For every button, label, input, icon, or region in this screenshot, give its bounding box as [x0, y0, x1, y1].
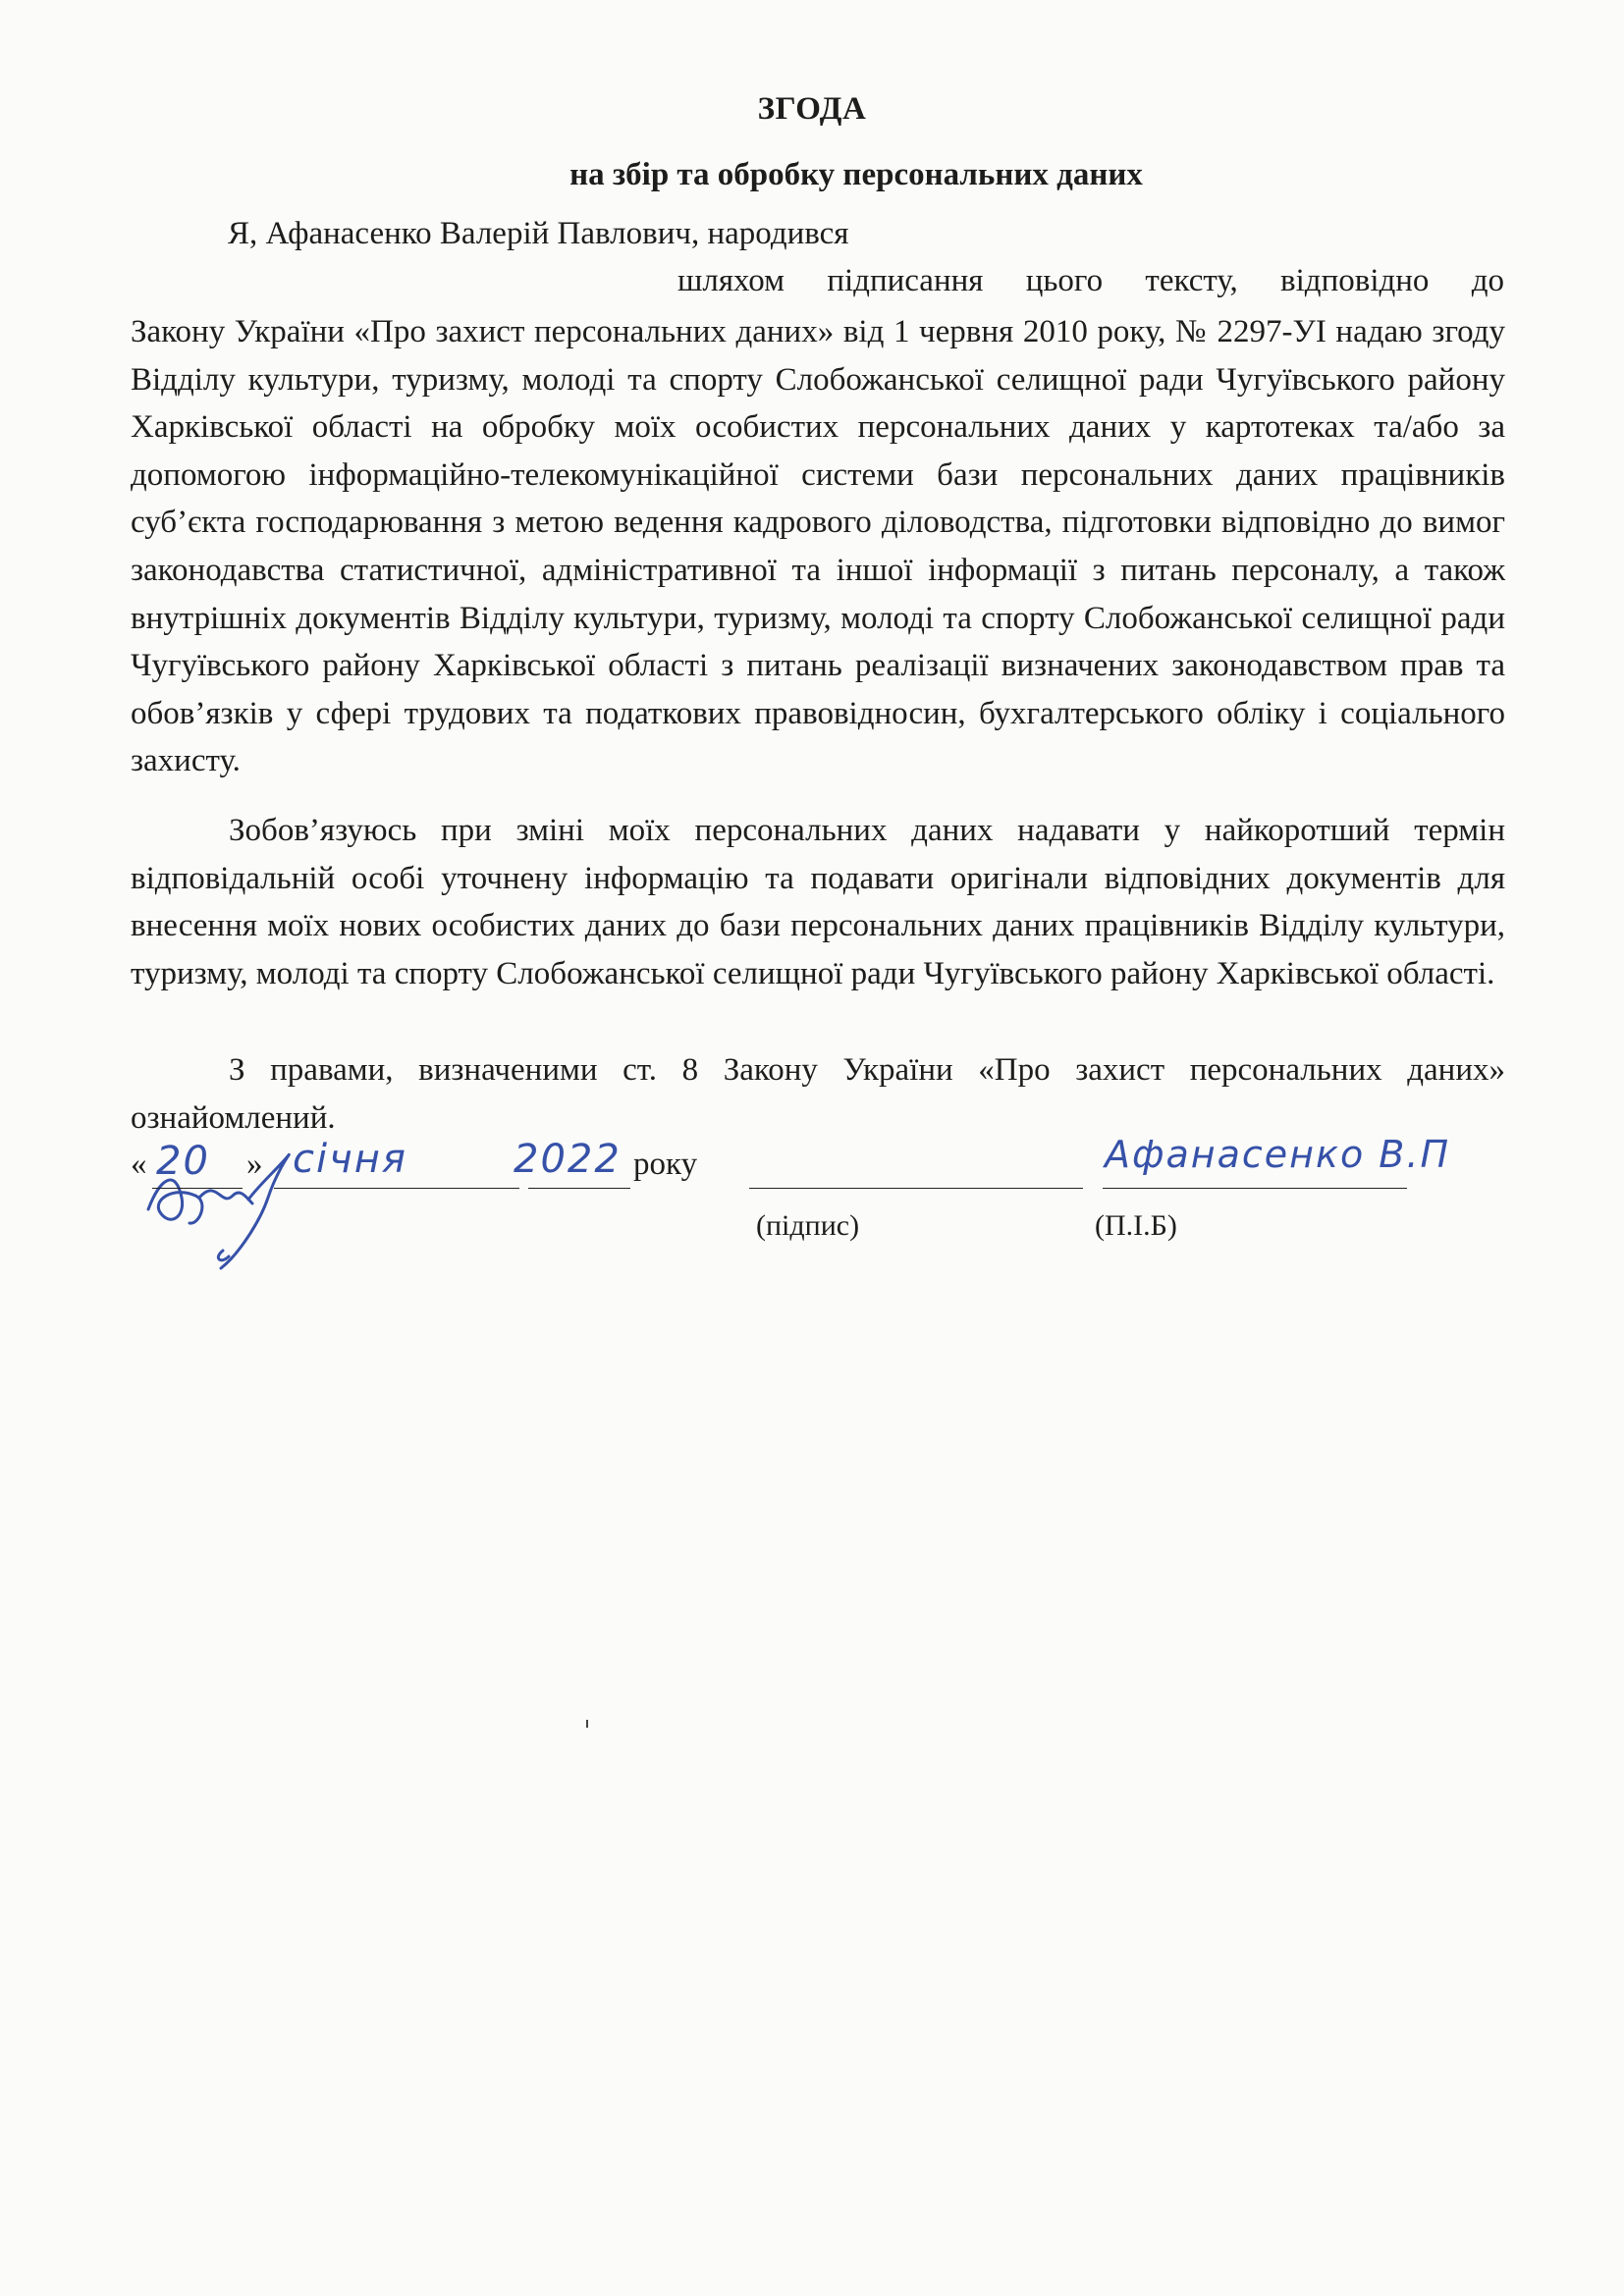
- month-underline: [274, 1188, 519, 1189]
- handwritten-name: Афанасенко В.П: [1105, 1133, 1451, 1176]
- date-signature-row: [131, 1133, 1554, 1198]
- intro-line: [228, 216, 1270, 252]
- handwritten-day: 20: [156, 1139, 210, 1184]
- scan-speck: [586, 1720, 588, 1728]
- quote-open: «: [131, 1147, 147, 1182]
- rights-paragraph: З правами, визначеними ст. 8 Закону України «Про захист персональних даних» ознайомлений.: [131, 1052, 1505, 1136]
- handwritten-month: січня: [293, 1137, 407, 1182]
- handwritten-year: 2022: [514, 1137, 622, 1182]
- consent-paragraph: Закону України «Про захист персональних даних» від 1 червня 2010 року, № 2297-УІ надаю згоду Відділу культури, туризму, молоді та спорту Слобожанської селищної ради Чугуївського району Харківської області на обробку моїх особистих персональних даних у картотеках та/або за допомогою інформаційно-телекомунікаційної системи бази персональних даних працівників суб’єкта господарювання з метою ведення кадрового діловодства, підготовки відповідно до вимог законодавства статистичної, адміністративної та іншої інформації з питань персоналу, а також внутрішніх документів Відділу культури, туризму, молоді та спорту Слобожанської селищної ради Чугуївського району Харківської області з питань реалізації визначених законодавством прав та обов’язків у сфері трудових та податкових правовідносин, бухгалтерського обліку і соціального захисту.: [131, 314, 1505, 779]
- day-underline: [152, 1188, 243, 1189]
- name-underline: [1103, 1188, 1407, 1189]
- year-underline: [528, 1188, 630, 1189]
- year-suffix: року: [633, 1147, 698, 1182]
- obligation-paragraph: Зобов’язуюсь при зміні моїх персональних даних надавати у найкоротший термін відповідальній особі уточнену інформацію та подавати оригінали відповідних документів для внесення моїх нових особистих даних до бази персональних даних працівників Відділу культури, туризму, молоді та спорту Слобожанської селищної ради Чугуївського району Харківської області.: [131, 813, 1505, 991]
- document-title: ЗГОДА: [757, 91, 867, 127]
- signature-caption: (підпис): [756, 1209, 860, 1242]
- redacted-birth-info: [857, 233, 1270, 239]
- name-caption: (П.І.Б): [1095, 1209, 1177, 1242]
- intro-continuation: шляхом підписання цього тексту, відповідно до: [677, 263, 1504, 298]
- document-subtitle: на збір та обробку персональних даних: [569, 157, 1143, 192]
- intro-name: Я, Афанасенко Валерій Павлович, народився: [228, 216, 849, 251]
- quote-close: »: [246, 1147, 263, 1182]
- signature-underline: [749, 1188, 1083, 1189]
